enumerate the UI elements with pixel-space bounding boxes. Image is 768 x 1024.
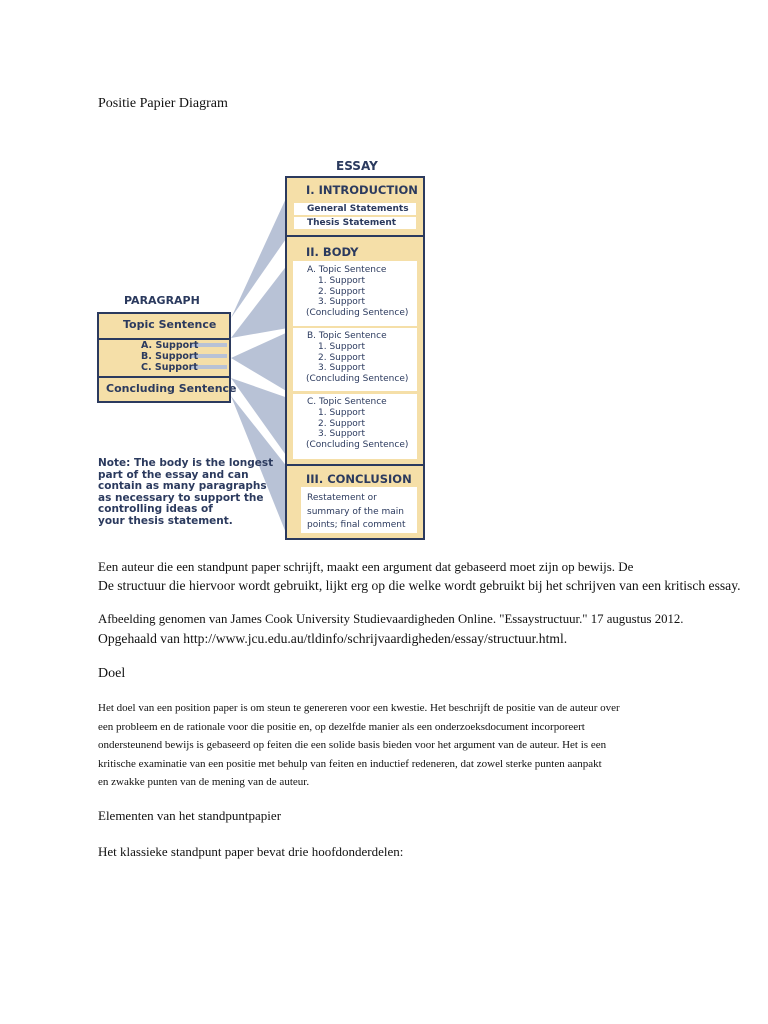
paragraph-label: PARAGRAPH bbox=[124, 294, 200, 307]
body-group-c: C. Topic Sentence 1. Support 2. Support 3. Support (Concluding Sentence) bbox=[306, 397, 409, 451]
intro-thesis-statement: Thesis Statement bbox=[307, 218, 397, 228]
intro-paragraph-line-2: De structuur die hiervoor wordt gebruikt, lijkt erg op die welke wordt gebruikt bij het schrijven van een kritisch essay. bbox=[98, 578, 741, 593]
conclusion-heading: III. CONCLUSION bbox=[306, 472, 412, 486]
intro-general-statements: General Statements bbox=[307, 204, 409, 214]
paragraph-support-a: A. Support bbox=[141, 340, 199, 351]
essay-structure-diagram bbox=[96, 156, 432, 546]
citation-line-2: Opgehaald van http://www.jcu.edu.au/tldinfo/schrijvaardigheden/essay/structuur.html. bbox=[98, 631, 568, 646]
doel-line: Het doel van een position paper is om steun te genereren voor een kwestie. Het beschrijft de positie van de auteur over bbox=[98, 702, 620, 714]
paragraph-support-b: B. Support bbox=[141, 351, 199, 362]
elementen-heading: Elementen van het standpuntpapier bbox=[98, 808, 282, 823]
doel-line: en zwakke punten van de mening van de auteur. bbox=[98, 776, 310, 788]
body-heading: II. BODY bbox=[306, 245, 359, 259]
doel-heading: Doel bbox=[98, 666, 126, 681]
conclusion-text: Restatement or summary of the main points; final comment bbox=[307, 493, 406, 530]
klassiek-line: Het klassieke standpunt paper bevat drie hoofdonderdelen: bbox=[98, 844, 404, 859]
citation-line-1: Afbeelding genomen van James Cook University Studievaardigheden Online. "Essaystructuur." 17 augustus 2012. bbox=[98, 612, 684, 626]
introduction-heading: I. INTRODUCTION bbox=[306, 183, 418, 197]
page-title: Positie Papier Diagram bbox=[98, 96, 228, 111]
essay-label: ESSAY bbox=[336, 159, 378, 173]
body-group-a: A. Topic Sentence 1. Support 2. Support 3. Support (Concluding Sentence) bbox=[306, 265, 409, 319]
paragraph-topic: Topic Sentence bbox=[123, 318, 217, 331]
paragraph-support-c: C. Support bbox=[141, 362, 198, 373]
doel-line: ondersteunend bewijs is gebaseerd op feiten die een solide basis bieden voor het argument van de auteur. Het is een bbox=[98, 739, 607, 751]
doel-paragraph bbox=[98, 699, 658, 792]
body-group-b: B. Topic Sentence 1. Support 2. Support 3. Support (Concluding Sentence) bbox=[306, 331, 409, 385]
doel-line: een probleem en de rationale voor die positie en, op dezelfde manier als een onderzoeksdocument incorporeert bbox=[98, 720, 585, 733]
diagram-note: Note: The body is the longest part of the essay and can contain as many paragraphs as necessary to support the controlling ideas of your thesis statement. bbox=[98, 457, 274, 527]
intro-paragraph-line-1: Een auteur die een standpunt paper schrijft, maakt een argument dat gebaseerd moet zijn op bewijs. De bbox=[98, 559, 634, 574]
paragraph-concluding: Concluding Sentence bbox=[106, 382, 237, 395]
doel-line: kritische examinatie van een positie met behulp van feiten en inductief redeneren, dat zowel sterke punten aanpakt bbox=[98, 757, 602, 770]
